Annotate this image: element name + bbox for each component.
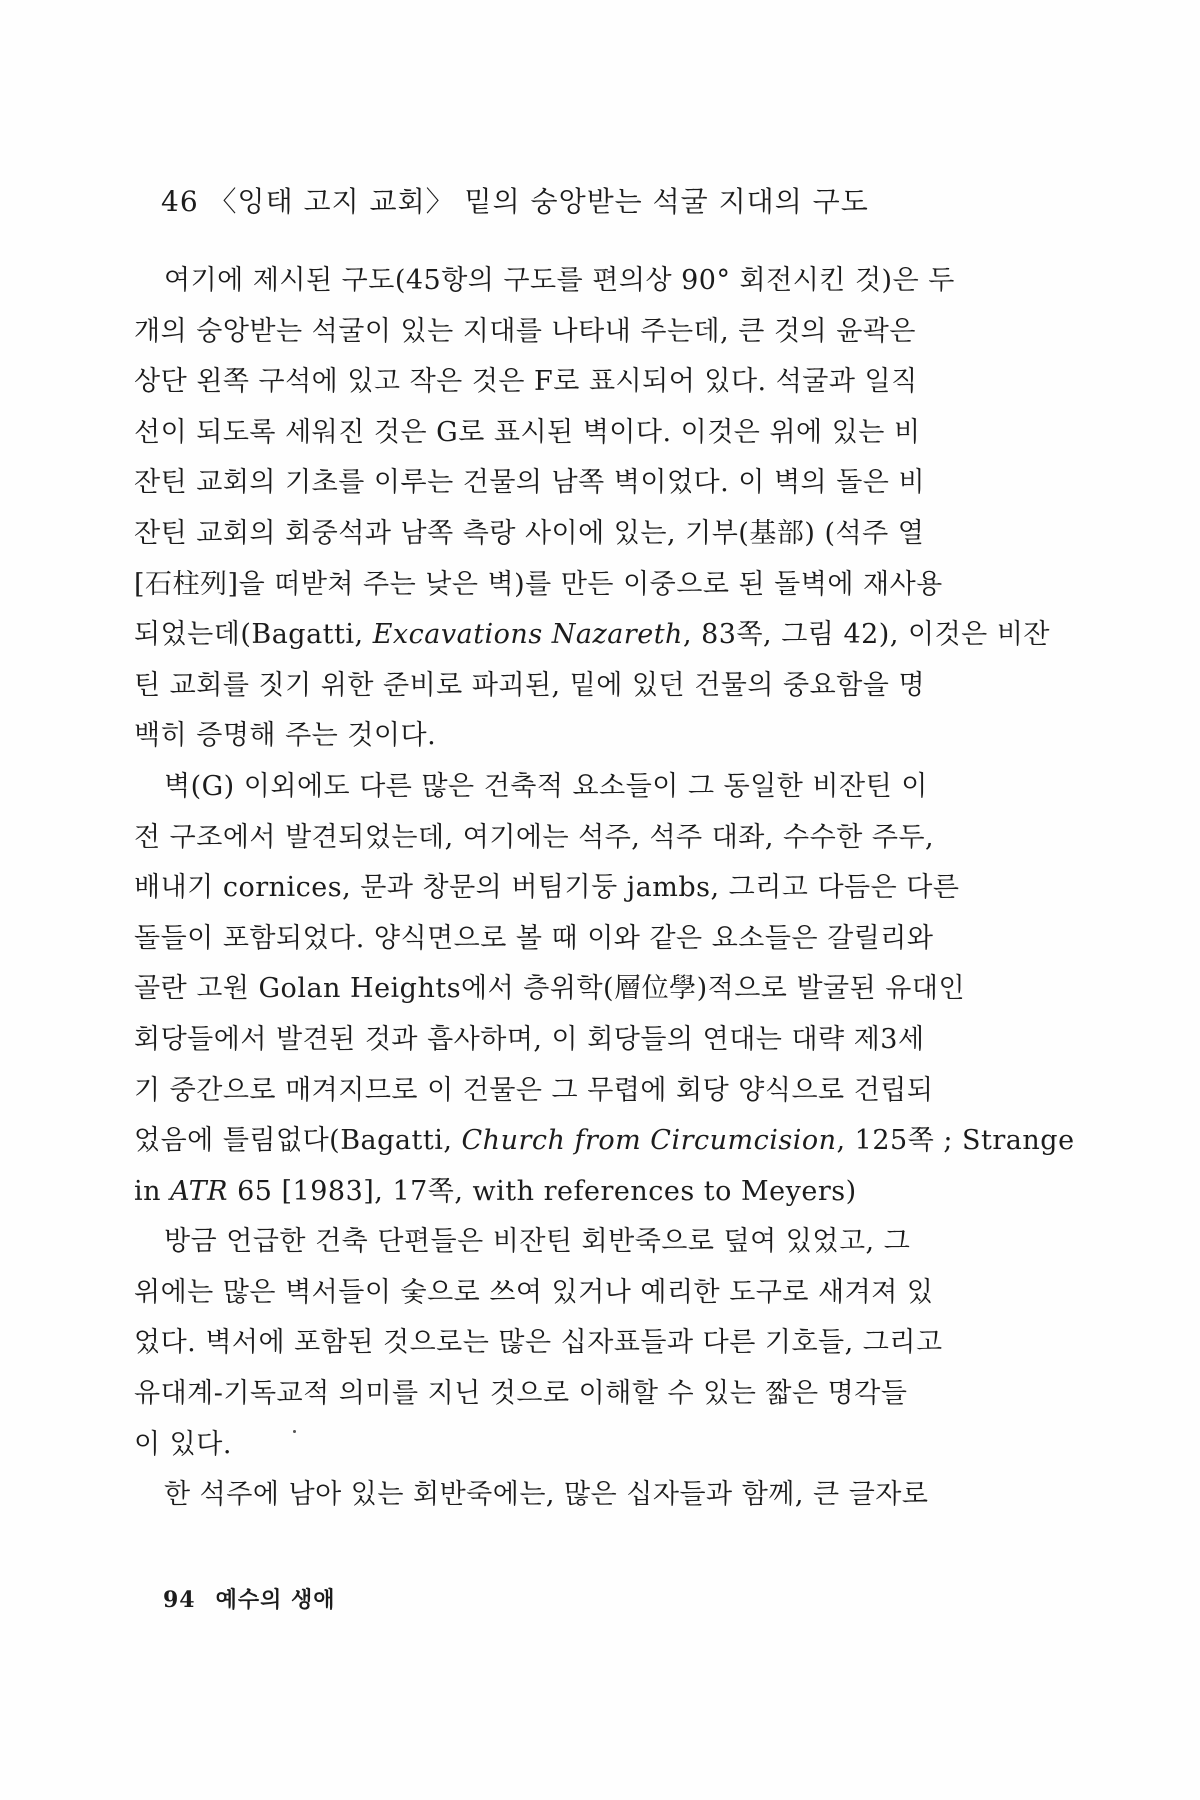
- text-line: 잔틴 교회의 회중석과 남쪽 측랑 사이에 있는, 기부(基部) (석주 열: [134, 517, 925, 549]
- text-line: 었다. 벽서에 포함된 것으로는 많은 십자표들과 다른 기호들, 그리고: [134, 1327, 943, 1359]
- citation-journal-title: ATR: [170, 1175, 228, 1207]
- citation-prefix: 되었는데(Bagatti,: [134, 619, 373, 651]
- citation-suffix: , 125쪽 ; Strange: [836, 1125, 1075, 1157]
- text-line: 위에는 많은 벽서들이 숯으로 쓰여 있거나 예리한 도구로 새겨져 있: [134, 1276, 934, 1308]
- text-line: 회당들에서 발견된 것과 흡사하며, 이 회당들의 연대는 대략 제3세: [134, 1023, 925, 1055]
- text-line: 백히 증명해 주는 것이다.: [134, 720, 437, 752]
- citation-suffix: 65 [1983], 17쪽, with references to Meyers): [227, 1175, 857, 1207]
- text-line: 벽(G) 이외에도 다른 많은 건축적 요소들이 그 동일한 비잔틴 이: [164, 770, 928, 802]
- citation-prefix: in: [134, 1175, 171, 1207]
- body-text: [134, 256, 1075, 1521]
- scan-speck: [293, 1430, 296, 1433]
- page-footer: [163, 1583, 336, 1614]
- text-line: 전 구조에서 발견되었는데, 여기에는 석주, 석주 대좌, 수수한 주두,: [134, 821, 935, 853]
- running-book-title: 예수의 생애: [215, 1587, 336, 1613]
- text-line: 한 석주에 남아 있는 회반죽에는, 많은 십자들과 함께, 큰 글자로: [164, 1479, 929, 1511]
- citation-book-title: Church from Circumcision: [461, 1125, 837, 1157]
- text-line: 상단 왼쪽 구석에 있고 작은 것은 F로 표시되어 있다. 석굴과 일직: [134, 366, 918, 398]
- text-line: 돌들이 포함되었다. 양식면으로 볼 때 이와 같은 요소들은 갈릴리와: [134, 922, 934, 954]
- text-line-with-citation: [134, 610, 1050, 661]
- page-number: 94: [163, 1587, 196, 1613]
- text-line: 유대계-기독교적 의미를 지닌 것으로 이해할 수 있는 짧은 명각들: [134, 1378, 908, 1410]
- text-line: 개의 숭앙받는 석굴이 있는 지대를 나타내 주는데, 큰 것의 윤곽은: [134, 315, 916, 347]
- citation-prefix: 었음에 틀림없다(Bagatti,: [134, 1125, 462, 1157]
- text-line: 배내기 cornices, 문과 창문의 버팀기둥 jambs, 그리고 다듬은 다른: [134, 872, 960, 904]
- text-line-with-citation: [134, 1116, 1075, 1167]
- text-line: 여기에 제시된 구도(45항의 구도를 편의상 90° 회전시킨 것)은 두: [164, 265, 955, 296]
- text-line-with-citation: [134, 1167, 1014, 1218]
- text-line: 기 중간으로 매겨지므로 이 건물은 그 무렵에 회당 양식으로 건립되: [134, 1074, 934, 1106]
- citation-suffix: , 83쪽, 그림 42), 이것은 비잔: [682, 619, 1050, 651]
- text-line: 골란 고원 Golan Heights에서 층위학(層位學)적으로 발굴된 유대인: [134, 973, 966, 1005]
- section-heading: 46 〈잉태 고지 교회〉 밑의 숭앙받는 석굴 지대의 구도: [161, 185, 869, 218]
- text-line: 잔틴 교회의 기초를 이루는 건물의 남쪽 벽이었다. 이 벽의 돌은 비: [134, 467, 926, 499]
- text-line: [石柱列]을 떠받쳐 주는 낮은 벽)를 만든 이중으로 된 돌벽에 재사용: [134, 568, 943, 600]
- text-line: 선이 되도록 세워진 것은 G로 표시된 벽이다. 이것은 위에 있는 비: [134, 416, 921, 448]
- citation-book-title: Excavations Nazareth: [372, 619, 683, 651]
- text-line: 이 있다.: [134, 1428, 232, 1460]
- text-line: 방금 언급한 건축 단편들은 비잔틴 회반죽으로 덮여 있었고, 그: [164, 1226, 911, 1258]
- text-line: 틴 교회를 짓기 위한 준비로 파괴된, 밑에 있던 건물의 중요함을 명: [134, 669, 926, 701]
